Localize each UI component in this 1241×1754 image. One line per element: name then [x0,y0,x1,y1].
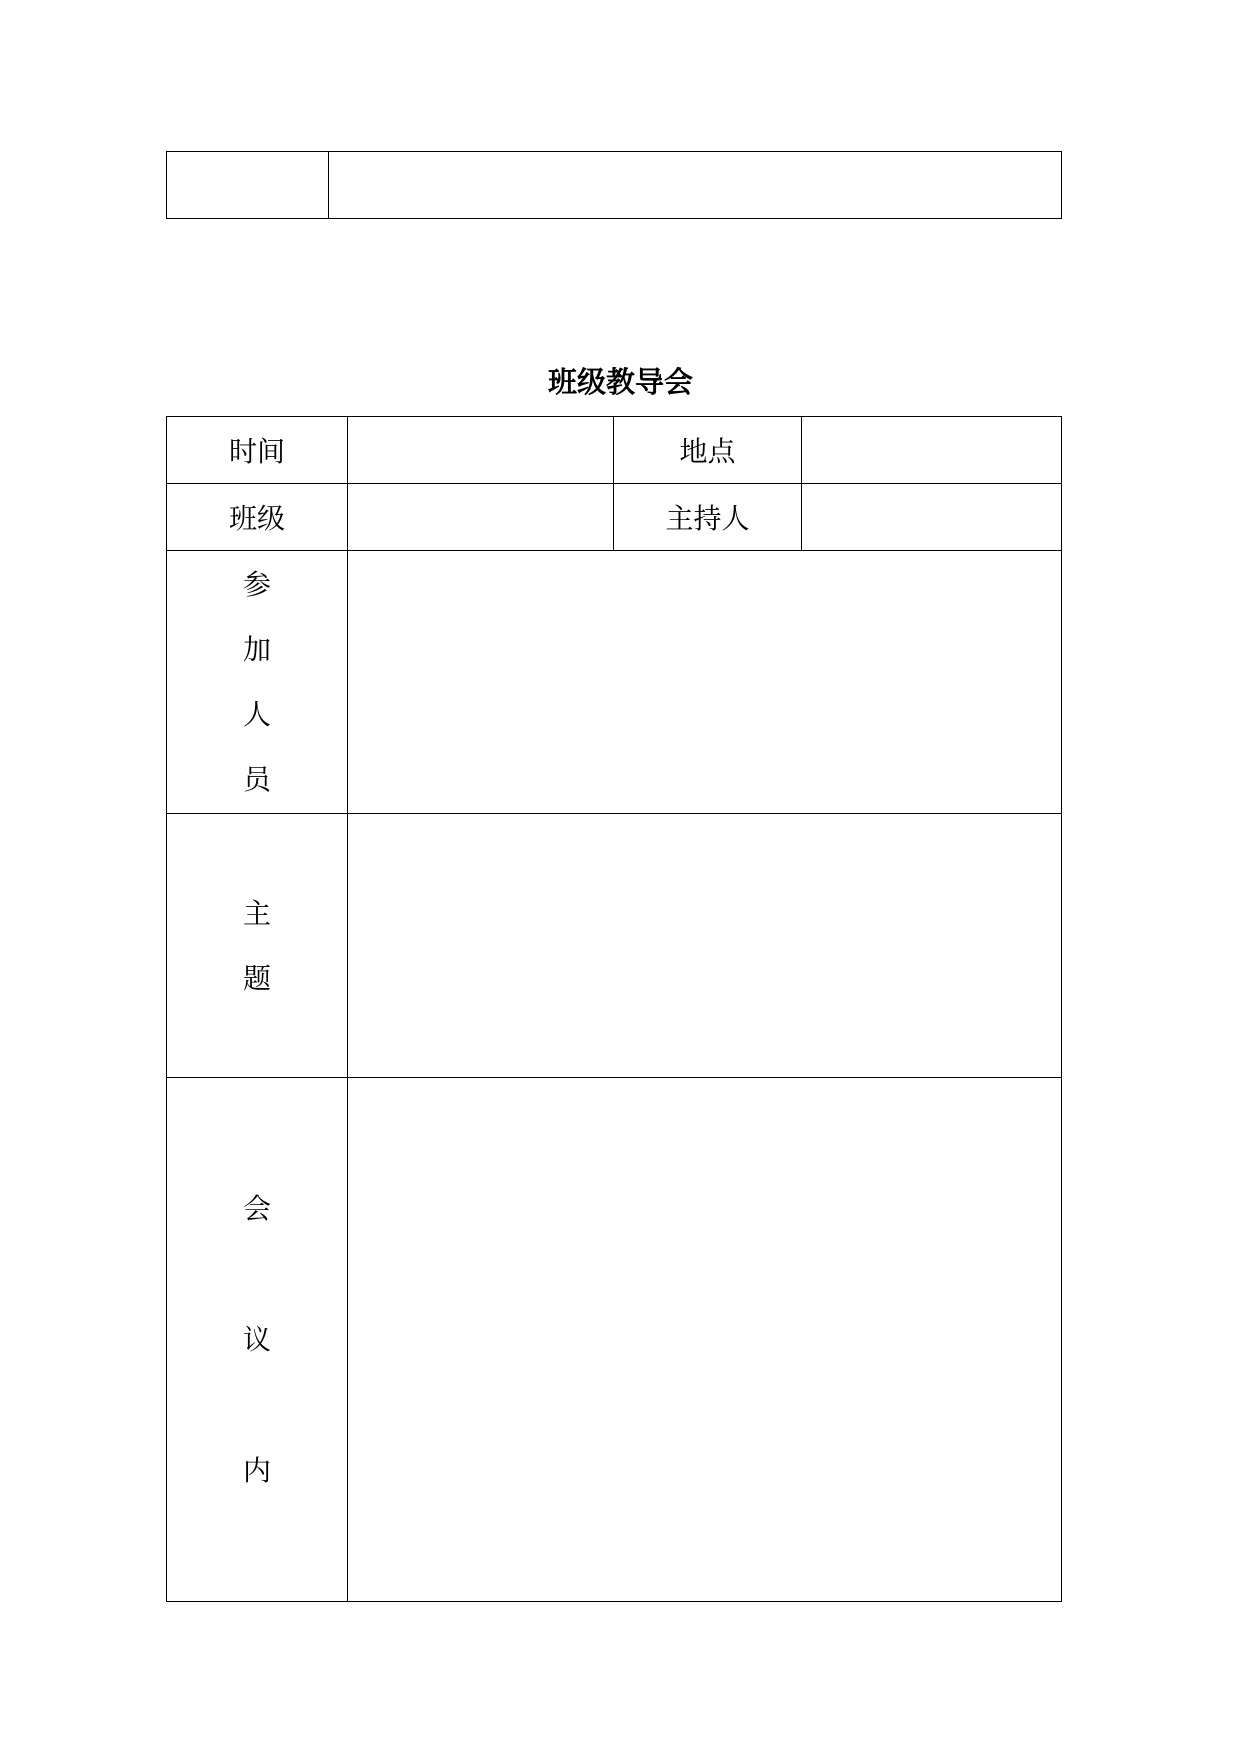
time-label: 时间 [167,417,348,484]
class-label: 班级 [167,484,348,551]
attendees-value-cell[interactable] [348,551,1062,814]
attendees-label-char: 参 [242,568,271,601]
theme-value-cell[interactable] [348,814,1062,1078]
theme-label-char: 题 [242,961,271,995]
host-label: 主持人 [614,484,802,551]
content-label-char: 会 [242,1192,271,1225]
content-label-char: 议 [242,1323,271,1356]
content-label-char: 内 [242,1454,271,1487]
class-value-cell[interactable] [348,484,614,551]
top-fragment-label-cell [167,152,329,219]
form-row-attendees [167,551,1062,814]
theme-label [167,814,348,1078]
theme-label-char: 主 [242,896,271,930]
top-fragment-value-cell[interactable] [329,152,1062,219]
host-value-cell[interactable] [802,484,1062,551]
attendees-label-char: 人 [242,698,271,731]
previous-form-table-fragment [166,151,1062,219]
place-label: 地点 [614,417,802,484]
form-row-theme [167,814,1062,1078]
attendees-label [167,551,348,814]
attendees-label-char: 员 [242,763,271,796]
class-meeting-form [166,416,1062,1602]
content-label [167,1078,348,1602]
place-value-cell[interactable] [802,417,1062,484]
time-value-cell[interactable] [348,417,614,484]
attendees-label-char: 加 [242,633,271,666]
content-value-cell[interactable] [348,1078,1062,1602]
form-row-time-place [167,417,1062,484]
form-row-class-host [167,484,1062,551]
form-row-content [167,1078,1062,1602]
document-title: 班级教导会 [547,365,693,399]
